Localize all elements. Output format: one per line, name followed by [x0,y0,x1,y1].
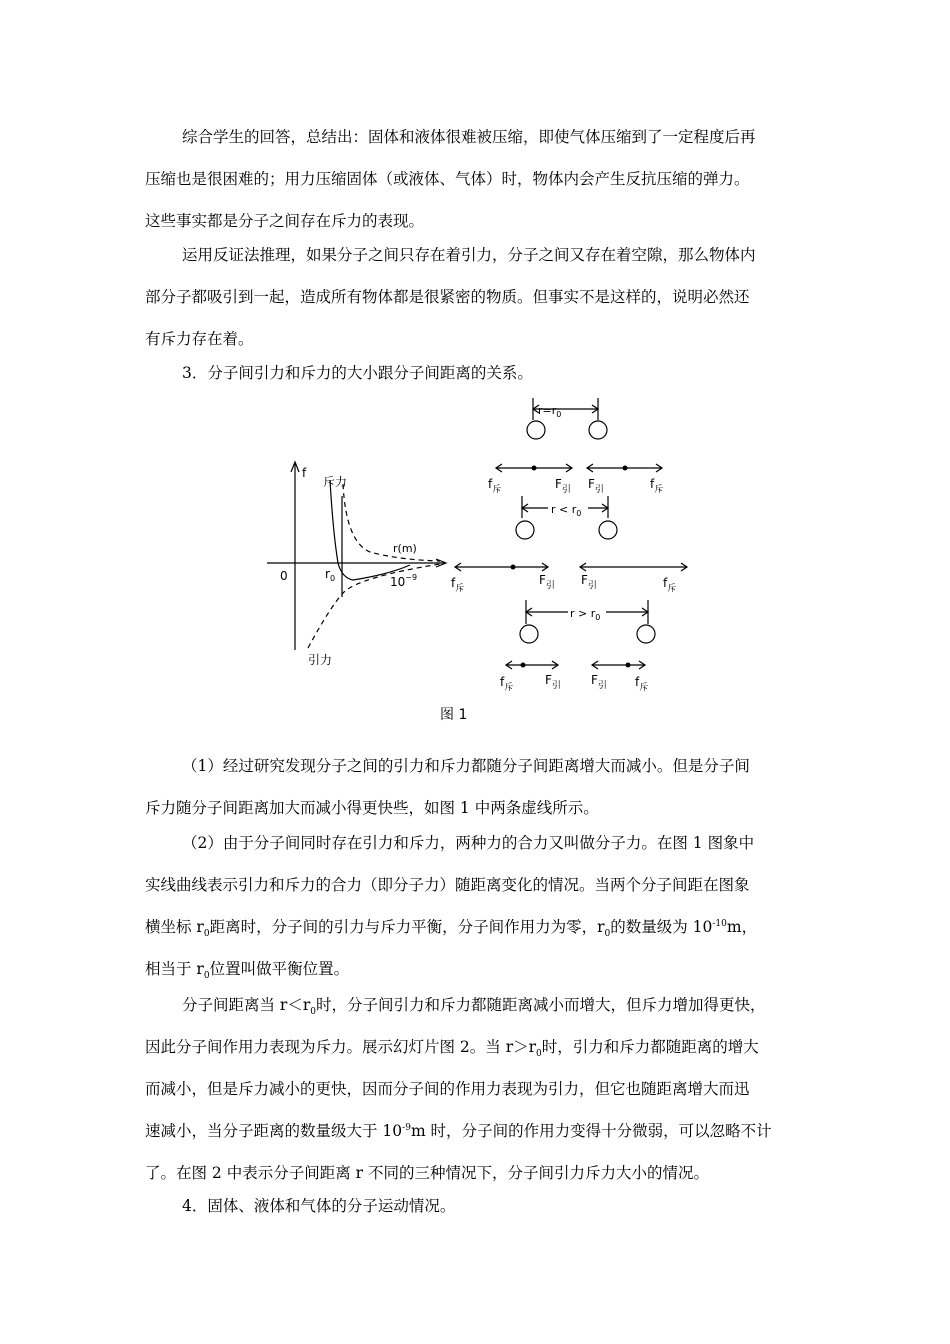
attraction-label: 引力 [308,653,333,667]
distance-label-gt: $r > r_0$ [570,607,601,622]
heading-text: 4．固体、液体和气体的分子运动情况。 [182,1197,456,1215]
x-axis-label: r(m) [393,542,417,555]
force-point [521,663,526,668]
molecule-right [599,521,617,539]
r0-label: $r_0$ [325,567,336,583]
text-line: 速减小，当分子距离的数量级大于 $10^{-9}m$ 时，分子间的作用力变得十分微弱，可以忽略不计 [145,1122,772,1140]
text-line: 部分子都吸引到一起，造成所有物体都是很紧密的物质。但事实不是这样的，说明必然还 [145,288,750,306]
origin-label: 0 [280,569,288,583]
text-line: 运用反证法推理，如果分子之间只存在着引力，分子之间又存在着空隙，那么物体内 [182,246,756,264]
figure-caption: 图 1 [440,707,468,723]
molecule-left [520,625,538,643]
text-line: 而减小，但是斥力减小的更快，因而分子间的作用力表现为引力，但它也随距离增大而迅 [145,1080,750,1098]
case-gt-labels [500,607,648,693]
F-att-label: $F_引$ [581,573,597,591]
distance-label-lt: $r < r_0$ [551,503,582,518]
text-line: 实线曲线表示引力和斥力的合力（即分子力）随距离变化的情况。当两个分子间距在图象 [145,876,750,894]
text-line: 因此分子间作用力表现为斥力。展示幻灯片图 2。当 $r>r_0$时，引力和斥力都随距离的增大 [145,1038,759,1060]
tick-label-1e-9: $10^{-9}$ [390,573,418,589]
force-point [626,663,631,668]
paragraph-distance-analysis [145,984,815,1194]
f-rep-label: $f_斥$ [635,675,649,693]
case-lt-labels [451,503,676,594]
text-line: 这些事实都是分子之间存在斥力的表现。 [145,212,425,230]
paragraph-point-2 [145,822,815,990]
molecule-left [516,521,534,539]
force-point [623,466,628,471]
text-line: 斥力随分子间距离加大而减小得更快些，如图 1 中两条虚线所示。 [145,799,599,817]
section-heading-3 [145,352,815,394]
text-line: （1）经过研究发现分子之间的引力和斥力都随分子间距离增大而减小。但是分子间 [182,757,750,775]
text-line: 分子间距离当 $r<r_0$时，分子间引力和斥力都随距离减小而增大，但斥力增加得更快， [182,996,766,1018]
f-rep-label: $f_斥$ [650,477,664,495]
f-rep-label: $f_斥$ [488,477,502,495]
paragraph-proof-by-contradiction [145,234,815,360]
F-att-label: $F_引$ [555,477,571,495]
paragraph-point-1 [145,745,815,829]
F-att-label: $F_引$ [588,477,604,495]
force-point [511,565,516,570]
text-line: （2）由于分子间同时存在引力和斥力，两种力的合力又叫做分子力。在图 1 图象中 [182,834,755,852]
F-att-label: $F_引$ [539,573,555,591]
f-rep-label: $f_斥$ [451,576,465,594]
paragraph-summary [145,116,815,242]
f-rep-label: $f_斥$ [663,576,677,594]
graph-labels [280,466,417,667]
distance-label-eq: $r=r_0$ [538,404,562,419]
case-r-equals-r0 [496,398,662,472]
F-att-label: $F_引$ [591,673,607,691]
molecule-left [527,421,545,439]
molecule-right [589,421,607,439]
section-heading-4 [145,1185,815,1227]
force-distance-graph [267,462,446,650]
text-line: 横坐标 $r_0$距离时，分子间的引力与斥力平衡，分子间作用力为零，$r_0$的数量级为 $10^{-10}m$， [145,918,758,940]
case-eq-labels [488,404,663,495]
y-axis-label: f [302,466,307,480]
repulsion-dashed-curve [343,484,440,561]
repulsion-label: 斥力 [323,475,348,489]
heading-text: 3．分子间引力和斥力的大小跟分子间距离的关系。 [182,364,533,382]
figure-1 [250,392,700,702]
F-att-label: $F_引$ [545,673,561,691]
text-line: 相当于 $r_0$位置叫做平衡位置。 [145,960,350,982]
text-line: 有斥力存在着。 [145,330,254,348]
text-line: 了。在图 2 中表示分子间距离 r 不同的三种情况下，分子间引力斥力大小的情况。 [145,1164,709,1182]
f-rep-label: $f_斥$ [500,675,514,693]
text-line: 压缩也是很困难的；用力压缩固体（或液体、气体）时，物体内会产生反抗压缩的弹力。 [145,170,750,188]
molecule-right [637,625,655,643]
text-line: 综合学生的回答，总结出：固体和液体很难被压缩，即使气体压缩到了一定程度后再 [182,128,756,146]
force-point [532,466,537,471]
